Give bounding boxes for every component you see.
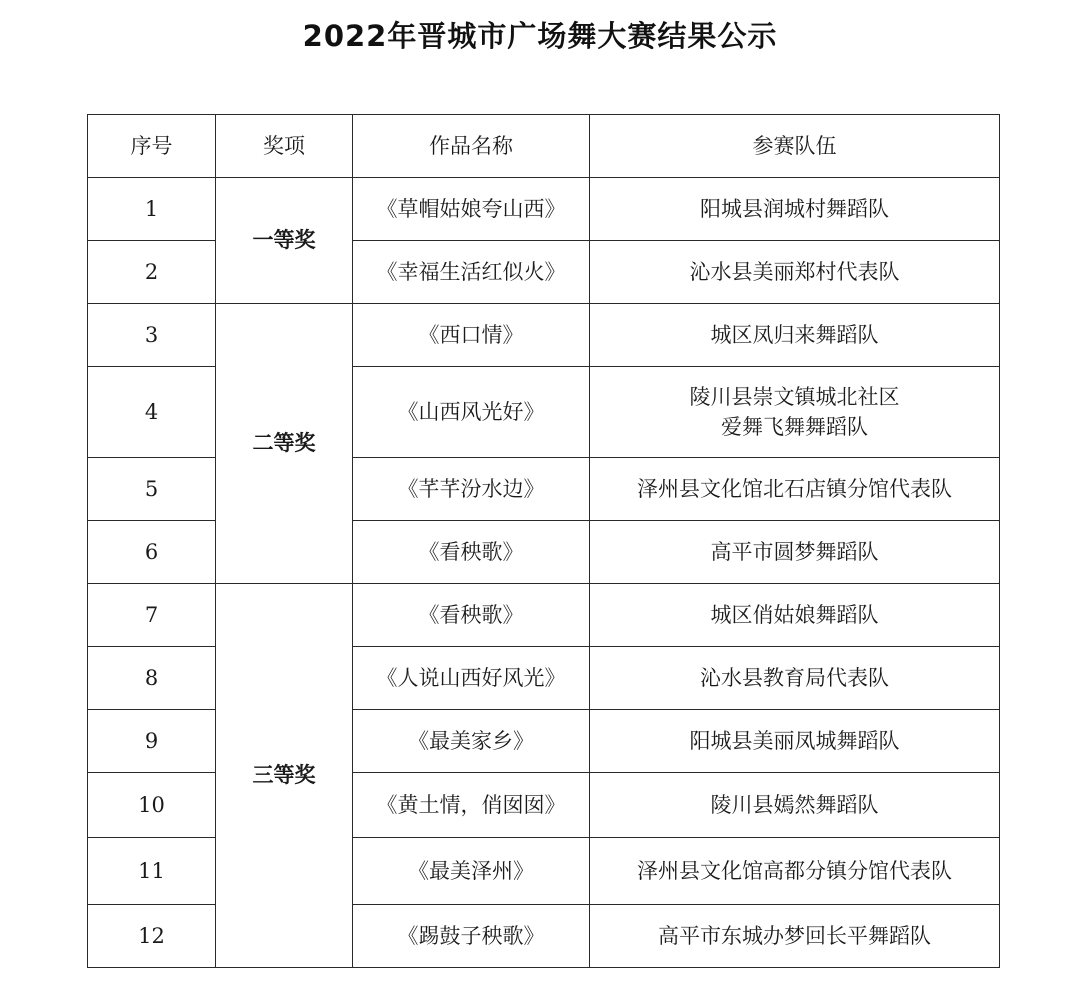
work-cell: 《最美泽州》 bbox=[353, 838, 590, 905]
work-cell: 《黄土情，俏囡囡》 bbox=[353, 773, 590, 838]
results-table bbox=[87, 114, 1000, 968]
document-title: 2022年晋城市广场舞大赛结果公示 bbox=[302, 19, 778, 53]
seq-cell: 9 bbox=[88, 710, 216, 773]
seq-cell: 4 bbox=[88, 367, 216, 458]
table-row bbox=[88, 584, 1000, 647]
seq-cell: 11 bbox=[88, 838, 216, 905]
team-cell: 泽州县文化馆北石店镇分馆代表队 bbox=[590, 458, 1000, 521]
team-cell: 泽州县文化馆高都分镇分馆代表队 bbox=[590, 838, 1000, 905]
seq-cell: 12 bbox=[88, 905, 216, 968]
team-cell: 陵川县嫣然舞蹈队 bbox=[590, 773, 1000, 838]
header-seq: 序号 bbox=[88, 115, 216, 178]
table-header-row bbox=[88, 115, 1000, 178]
seq-cell: 6 bbox=[88, 521, 216, 584]
seq-cell: 1 bbox=[88, 178, 216, 241]
seq-cell: 8 bbox=[88, 647, 216, 710]
work-cell: 《草帽姑娘夸山西》 bbox=[353, 178, 590, 241]
work-cell: 《最美家乡》 bbox=[353, 710, 590, 773]
team-cell: 阳城县美丽凤城舞蹈队 bbox=[590, 710, 1000, 773]
seq-cell: 3 bbox=[88, 304, 216, 367]
team-line-2: 爱舞飞舞舞蹈队 bbox=[721, 415, 868, 439]
team-cell: 沁水县教育局代表队 bbox=[590, 647, 1000, 710]
work-cell: 《踢鼓子秧歌》 bbox=[353, 905, 590, 968]
team-cell: 沁水县美丽郑村代表队 bbox=[590, 241, 1000, 304]
work-cell: 《看秧歌》 bbox=[353, 521, 590, 584]
team-cell: 城区俏姑娘舞蹈队 bbox=[590, 584, 1000, 647]
team-cell: 高平市东城办梦回长平舞蹈队 bbox=[590, 905, 1000, 968]
team-line-1: 陵川县崇文镇城北社区 bbox=[689, 384, 900, 409]
team-cell: 高平市圆梦舞蹈队 bbox=[590, 521, 1000, 584]
work-cell: 《人说山西好风光》 bbox=[353, 647, 590, 710]
seq-cell: 2 bbox=[88, 241, 216, 304]
team-cell bbox=[590, 367, 1000, 458]
work-cell: 《西口情》 bbox=[353, 304, 590, 367]
seq-cell: 7 bbox=[88, 584, 216, 647]
header-award: 奖项 bbox=[216, 115, 353, 178]
header-team: 参赛队伍 bbox=[590, 115, 1000, 178]
table-row bbox=[88, 178, 1000, 241]
award-second: 二等奖 bbox=[216, 304, 353, 584]
work-cell: 《芊芊汾水边》 bbox=[353, 458, 590, 521]
table-row bbox=[88, 304, 1000, 367]
team-cell: 城区凤归来舞蹈队 bbox=[590, 304, 1000, 367]
team-cell: 阳城县润城村舞蹈队 bbox=[590, 178, 1000, 241]
work-cell: 《幸福生活红似火》 bbox=[353, 241, 590, 304]
award-first: 一等奖 bbox=[216, 178, 353, 304]
seq-cell: 10 bbox=[88, 773, 216, 838]
work-cell: 《山西风光好》 bbox=[353, 367, 590, 458]
work-cell: 《看秧歌》 bbox=[353, 584, 590, 647]
header-work: 作品名称 bbox=[353, 115, 590, 178]
award-third: 三等奖 bbox=[216, 584, 353, 968]
seq-cell: 5 bbox=[88, 458, 216, 521]
